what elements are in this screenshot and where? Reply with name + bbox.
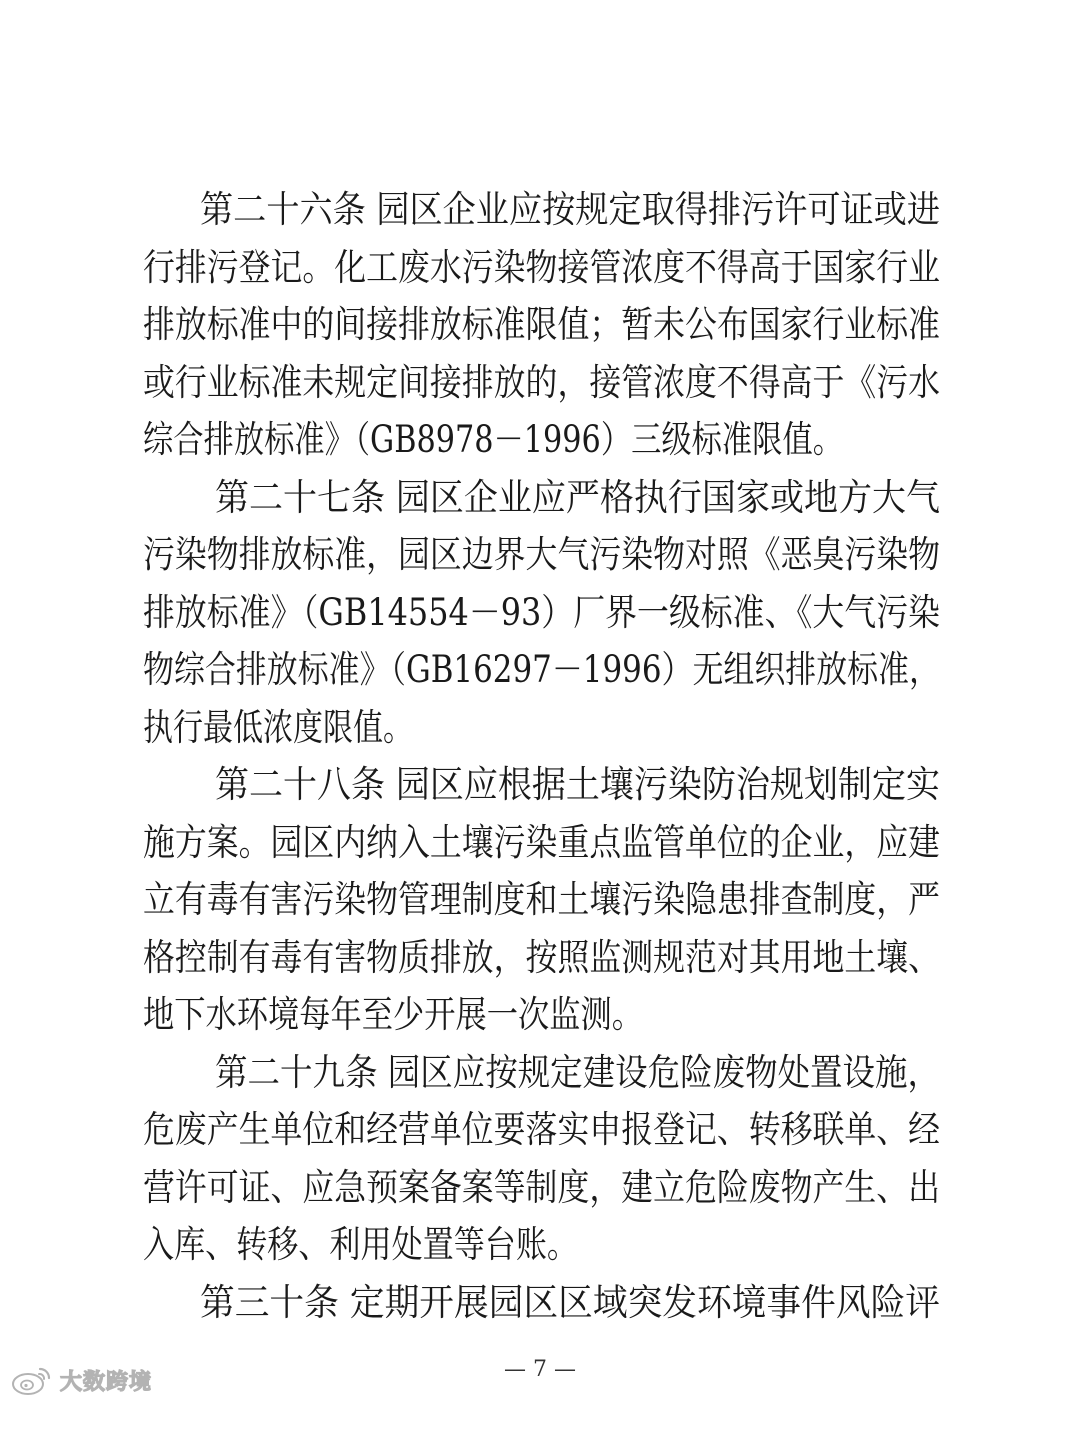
text-line	[0, 412, 1080, 468]
line-text: 营许可证、应急预案备案等制度，建立危险废物产生、出	[143, 1166, 940, 1209]
line-text: 入库、转移、利用处置等台账。	[143, 1223, 578, 1266]
text-line	[0, 182, 1080, 238]
line-text: 执行最低浓度限值。	[143, 706, 413, 749]
line-text: 物综合排放标准》（GB16297－1996）无组织排放标准，	[143, 648, 940, 691]
line-text: 第二十八条 园区应根据土壤污染防治规划制定实	[215, 763, 940, 806]
line-text: 行排污登记。化工废水污染物接管浓度不得高于国家行业	[143, 246, 940, 289]
line-text: 格控制有毒有害物质排放，按照监测规范对其用地土壤、	[143, 936, 940, 979]
line-text: 第二十九条 园区应按规定建设危险废物处置设施，	[215, 1051, 940, 1094]
text-line	[0, 642, 1080, 698]
text-line	[0, 355, 1080, 411]
text-line	[0, 815, 1080, 871]
line-text: 危废产生单位和经营单位要落实申报登记、转移联单、经	[143, 1108, 940, 1151]
text-line	[0, 240, 1080, 296]
line-text: 施方案。园区内纳入土壤污染重点监管单位的企业，应建	[143, 821, 940, 864]
line-text: 综合排放标准》（GB8978－1996）三级标准限值。	[143, 418, 843, 461]
line-text: 排放标准中的间接排放标准限值；暂未公布国家行业标准	[143, 303, 940, 346]
text-line	[0, 987, 1080, 1043]
page-number: — 7 —	[504, 1357, 576, 1382]
text-line	[0, 1045, 1080, 1101]
line-text: 第二十七条 园区企业应严格执行国家或地方大气	[215, 476, 940, 519]
watermark	[10, 1360, 152, 1400]
text-line	[0, 757, 1080, 813]
text-line	[0, 700, 1080, 756]
text-line	[0, 1275, 1080, 1331]
text-line	[0, 1160, 1080, 1216]
text-line	[0, 585, 1080, 641]
line-text: 第三十条 定期开展园区区域突发环境事件风险评	[200, 1281, 940, 1324]
line-text: 污染物排放标准，园区边界大气污染物对照《恶臭污染物	[143, 533, 940, 576]
text-line	[0, 1102, 1080, 1158]
line-text: 地下水环境每年至少开展一次监测。	[143, 993, 643, 1036]
text-line	[0, 930, 1080, 986]
line-text: 排放标准》（GB14554－93）厂界一级标准、《大气污染	[143, 591, 940, 634]
text-line	[0, 297, 1080, 353]
text-line	[0, 470, 1080, 526]
weibo-logo-icon	[10, 1363, 54, 1397]
text-line	[0, 872, 1080, 928]
text-line	[0, 527, 1080, 583]
text-line	[0, 1217, 1080, 1273]
line-text: 或行业标准未规定间接排放的，接管浓度不得高于《污水	[143, 361, 940, 404]
watermark-text: 大数跨境	[60, 1369, 153, 1395]
line-text: 第二十六条 园区企业应按规定取得排污许可证或进	[200, 188, 940, 231]
line-text: 立有毒有害污染物管理制度和土壤污染隐患排查制度，严	[143, 878, 940, 921]
